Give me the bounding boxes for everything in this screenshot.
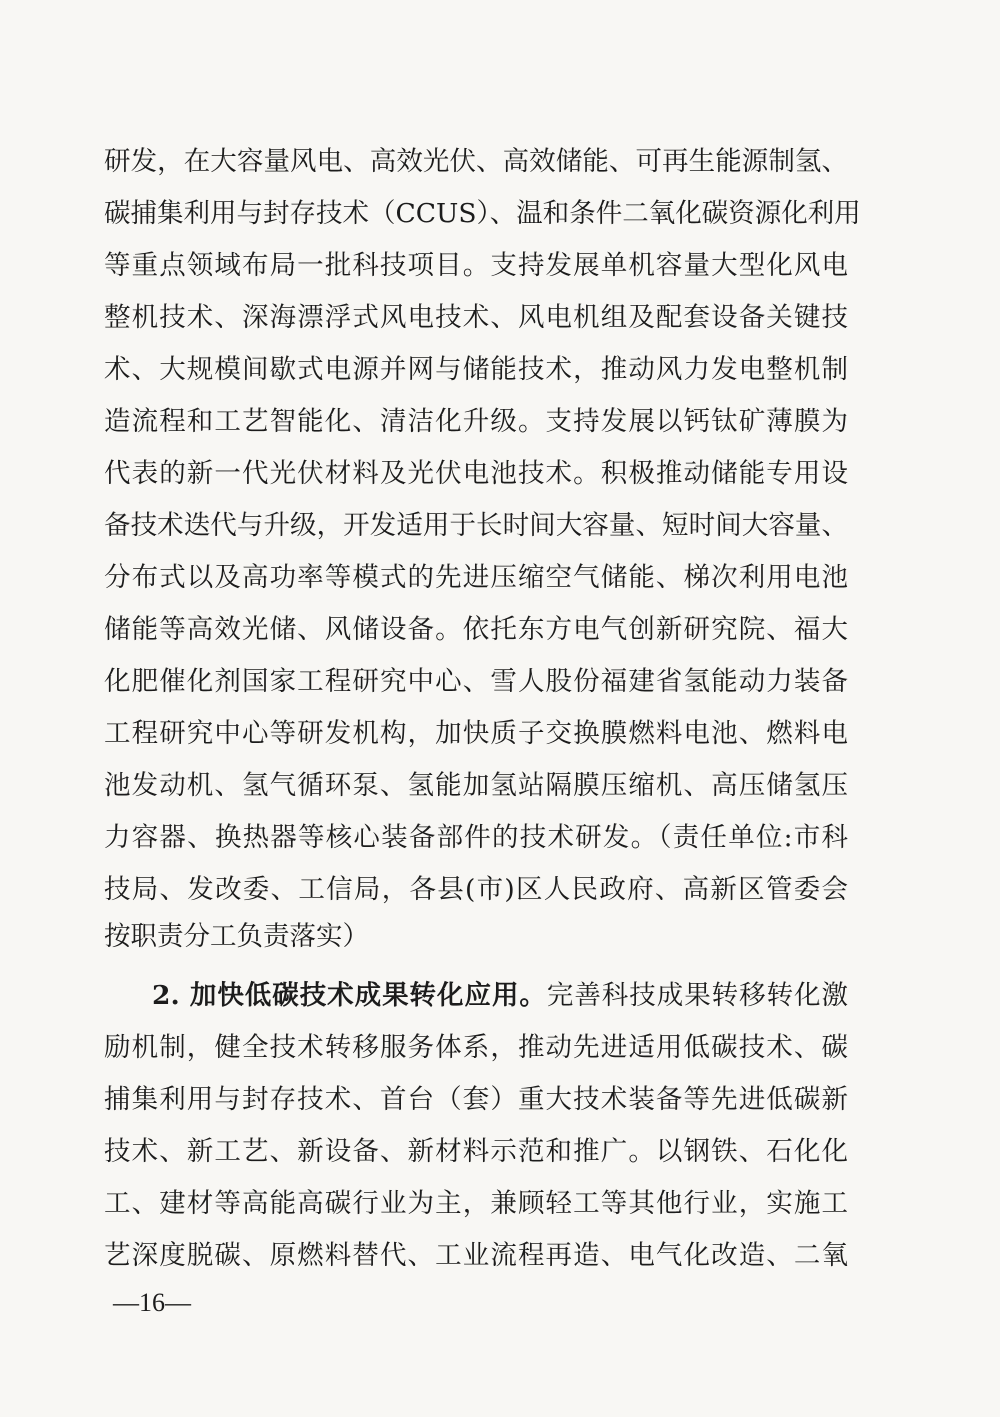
paragraph-line: 碳捕集利用与封存技术（CCUS）、温和条件二氧化碳资源化利用: [104, 198, 861, 229]
paragraph-line: 造流程和工艺智能化、清洁化升级。支持发展以钙钛矿薄膜为: [104, 406, 848, 437]
section-2-first-line: [152, 976, 848, 1016]
paragraph-line: 技术、新工艺、新设备、新材料示范和推广。以钢铁、石化化: [104, 1136, 848, 1167]
paragraph-line: 代表的新一代光伏材料及光伏电池技术。积极推动储能专用设: [104, 458, 848, 489]
paragraph-line: 分布式以及高功率等模式的先进压缩空气储能、梯次利用电池: [104, 562, 848, 593]
paragraph-line: 按职责分工负责落实）: [104, 921, 369, 952]
paragraph-line: 备技术迭代与升级，开发适用于长时间大容量、短时间大容量、: [104, 510, 848, 541]
paragraph-line: 工程研究中心等研发机构，加快质子交换膜燃料电池、燃料电: [104, 718, 848, 749]
paragraph-line: 技局、发改委、工信局，各县(市)区人民政府、高新区管委会: [104, 874, 848, 905]
paragraph-line: 工、建材等高能高碳行业为主，兼顾轻工等其他行业，实施工: [104, 1188, 848, 1219]
paragraph-line: 研发，在大容量风电、高效光伏、高效储能、可再生能源制氢、: [104, 146, 848, 177]
paragraph-line: 池发动机、氢气循环泵、氢能加氢站隔膜压缩机、高压储氢压: [104, 770, 848, 801]
paragraph-line: 励机制，健全技术转移服务体系，推动先进适用低碳技术、碳: [104, 1032, 848, 1063]
page-number: —16—: [113, 1288, 191, 1317]
paragraph-line: 艺深度脱碳、原燃料替代、工业流程再造、电气化改造、二氧: [104, 1240, 848, 1271]
paragraph-line: 等重点领域布局一批科技项目。支持发展单机容量大型化风电: [104, 250, 848, 281]
paragraph-line: 术、大规模间歇式电源并网与储能技术，推动风力发电整机制: [104, 354, 848, 385]
section-2-text: 完善科技成果转移转化激: [546, 980, 849, 1011]
paragraph-line: 化肥催化剂国家工程研究中心、雪人股份福建省氢能动力装备: [104, 666, 848, 697]
paragraph-line: 力容器、换热器等核心装备部件的技术研发。（责任单位:市科: [104, 822, 848, 853]
paragraph-line: 储能等高效光储、风储设备。依托东方电气创新研究院、福大: [104, 614, 848, 645]
paragraph-line: 整机技术、深海漂浮式风电技术、风电机组及配套设备关键技: [104, 302, 848, 333]
paragraph-line: 捕集利用与封存技术、首台（套）重大技术装备等先进低碳新: [104, 1084, 848, 1115]
section-2-heading: 2. 加快低碳技术成果转化应用。: [152, 980, 547, 1011]
